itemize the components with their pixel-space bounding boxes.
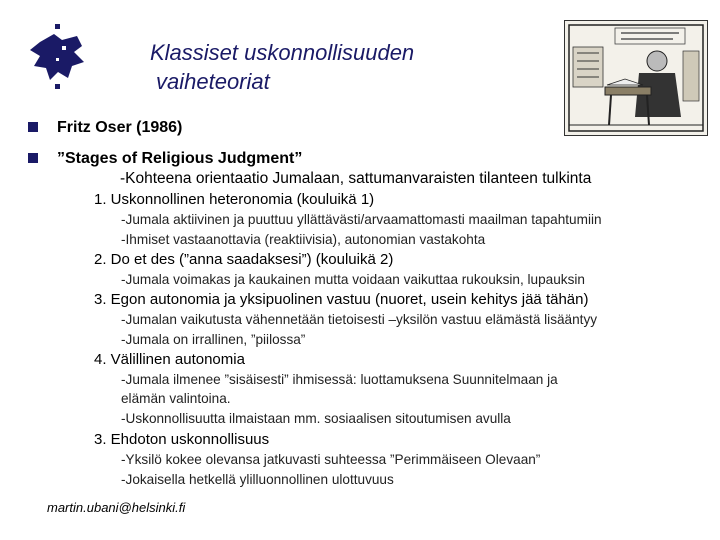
stage-detail: -Jumalan vaikutusta vähennetään tietoisesti –yksilön vastuu elämästä lisääntyy [121,312,598,327]
stage-heading-3: 3. Egon autonomia ja yksipuolinen vastuu (nuoret, usein kehitys jää tähän) [94,291,589,308]
stage-heading-2: 2. Do et des (”anna saadaksesi”) (kouluikä 2) [94,251,394,268]
stage-detail: elämän valintoina. [121,391,231,406]
stage-detail: -Yksilö kokee olevansa jatkuvasti suhteessa ”Perimmäiseen Olevaan” [121,452,541,467]
stage-detail: -Jumala voimakas ja kaukainen mutta voidaan vaikuttaa rukouksin, lupauksin [121,272,585,287]
bullet-marker-1 [28,122,38,132]
stage-heading-1: 1. Uskonnollinen heteronomia (kouluikä 1) [94,191,375,208]
stage-detail: -Jokaisella hetkellä ylilluonnollinen ulottuvuus [121,472,394,487]
stage-heading-5: 3. Ehdoton uskonnollisuus [94,431,270,448]
stage-detail: -Jumala on irrallinen, ”piilossa” [121,332,306,347]
bullet-text-2: ”Stages of Religious Judgment” [57,150,303,167]
title-line-2: vaiheteoriat [156,69,270,94]
stage-detail: -Uskonnollisuutta ilmaistaan mm. sosiaalisen sitoutumisen avulla [121,411,511,426]
subheading: -Kohteena orientaatio Jumalaan, sattumanvaraisten tilanteen tulkinta [120,170,592,187]
page-title [150,38,414,96]
footer-email: martin.ubani@helsinki.fi [47,500,186,515]
bullet-marker-2 [28,153,38,163]
bullet-text-1: Fritz Oser (1986) [57,119,183,136]
university-logo-icon [22,22,92,94]
woodcut-illustration [564,20,708,136]
title-line-1: Klassiset uskonnollisuuden [150,40,415,65]
stage-heading-4: 4. Välillinen autonomia [94,351,245,368]
stage-detail: -Jumala aktiivinen ja puuttuu yllättävästi/arvaamattomasti maailman tapahtumiin [121,212,602,227]
stage-detail: -Ihmiset vastaanottavia (reaktiivisia), autonomian vastakohta [121,232,486,247]
stage-detail: -Jumala ilmenee ”sisäisesti” ihmisessä: luottamuksena Suunnitelmaan ja [121,372,558,387]
